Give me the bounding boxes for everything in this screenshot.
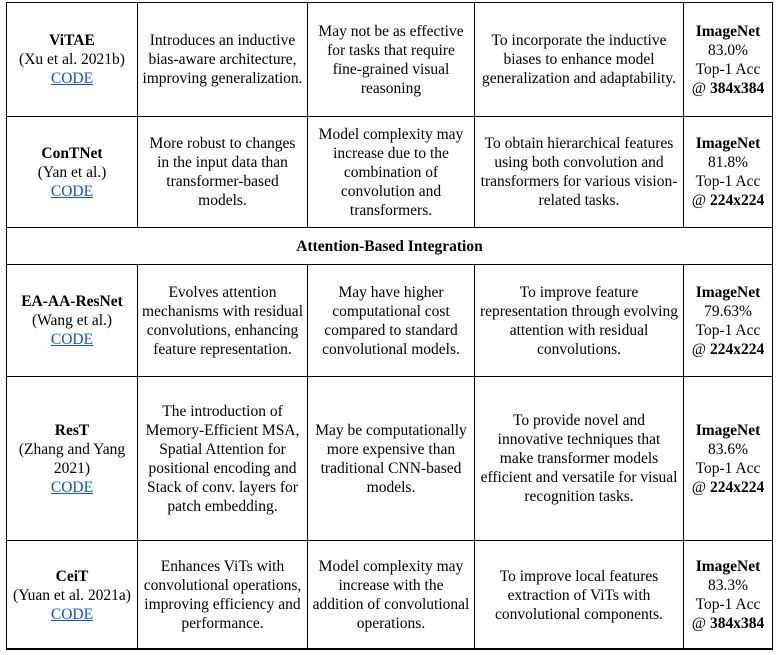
dataset-name: ImageNet [695,283,761,301]
model-citation: (Xu et al. 2021b) [19,51,125,68]
model-citation: (Yan et al.) [37,163,107,181]
resolution-prefix: @ [691,478,707,496]
objective-cell: To improve feature representation through evolving attention with residual convolutions. [475,265,684,377]
code-link[interactable]: CODE [50,182,94,200]
objective-cell: To provide novel and innovative techniques that make transformer models efficient and versatile for visual recognition tasks. [475,377,684,541]
metric-label: Top-1 Acc [695,596,761,613]
performance-cell [684,265,773,377]
comparison-table [6,2,773,650]
model-cell [7,117,138,228]
model-cell [7,541,138,650]
model-name: EA-AA-ResNet [21,293,123,310]
resolution-prefix: @ [691,615,707,632]
model-name: ResT [54,421,90,439]
accuracy-value: 83.0% [707,41,749,59]
table-bottom-divider [6,648,772,649]
dataset-name: ImageNet [695,558,761,575]
code-link[interactable]: CODE [50,70,94,87]
table-body-top [7,3,773,650]
model-name: CeiT [55,567,89,585]
metric-label: Top-1 Acc [695,173,761,190]
model-cell [7,265,138,377]
metric-label: Top-1 Acc [695,321,761,339]
accuracy-value: 81.8% [707,154,749,171]
objective-cell: To obtain hierarchical features using both convolution and transformers for various vision-related tasks. [475,117,684,228]
objective-cell: To improve local features extraction of ViTs with convolutional components. [475,541,684,650]
performance-cell [684,541,773,650]
code-link[interactable]: CODE [50,478,94,496]
table-row [7,3,773,117]
table-row [7,117,773,228]
dataset-name: ImageNet [695,421,761,439]
resolution-line [688,191,768,210]
contribution-cell: Introduces an inductive bias-aware architecture, improving generalization. [138,3,308,117]
model-cell [7,3,138,117]
resolution-prefix: @ [691,79,707,97]
model-name: ViTAE [49,32,95,49]
performance-cell [684,3,773,117]
dataset-name: ImageNet [695,135,761,152]
accuracy-value: 79.63% [704,302,752,320]
resolution-line [688,478,768,497]
code-link[interactable]: CODE [50,331,94,348]
objective-cell: To incorporate the inductive biases to enhance model generalization and adaptability. [475,3,684,117]
code-link[interactable]: CODE [50,605,94,623]
contribution-cell: More robust to changes in the input data than transformer-based models. [138,117,308,228]
limitation-cell: Model complexity may increase due to the combination of convolution and transformers. [308,117,475,228]
limitation-cell: May have higher computational cost compared to standard convolutional models. [308,265,475,377]
resolution-line [688,79,768,98]
model-citation: (Zhang and Yang 2021) [18,440,126,477]
section-title: Attention-Based Integration [7,228,773,265]
resolution-value: 384x384 [709,615,765,632]
table-row [7,265,773,377]
model-name: ConTNet [41,144,103,162]
model-citation: (Yuan et al. 2021a) [13,586,131,604]
section-header-row [7,228,773,265]
resolution-value: 384x384 [709,79,765,97]
resolution-value: 224x224 [709,478,765,496]
accuracy-value: 83.6% [707,440,749,458]
resolution-value: 224x224 [709,192,765,209]
performance-cell [684,117,773,228]
limitation-cell: May be computationally more expensive than traditional CNN-based models. [308,377,475,541]
resolution-line [688,340,768,359]
limitation-cell: Model complexity may increase with the addition of convolutional operations. [308,541,475,650]
model-cell [7,377,138,541]
contribution-cell: Evolves attention mechanisms with residual convolutions, enhancing feature representation. [138,265,308,377]
contribution-cell: Enhances ViTs with convolutional operations, improving efficiency and performance. [138,541,308,650]
contribution-cell: The introduction of Memory-Efficient MSA, Spatial Attention for positional encoding and Stack of conv. layers for patch embedding. [138,377,308,541]
resolution-line [688,614,768,633]
dataset-name: ImageNet [695,22,761,40]
performance-cell [684,377,773,541]
model-citation: (Wang et al.) [31,312,113,329]
accuracy-value: 83.3% [707,577,749,594]
metric-label: Top-1 Acc [695,60,761,78]
limitation-cell: May not be as effective for tasks that require fine-grained visual reasoning [308,3,475,117]
metric-label: Top-1 Acc [695,459,761,477]
table-row [7,541,773,650]
resolution-value: 224x224 [709,340,765,358]
resolution-prefix: @ [691,192,707,209]
resolution-prefix: @ [691,340,707,358]
table-row [7,377,773,541]
